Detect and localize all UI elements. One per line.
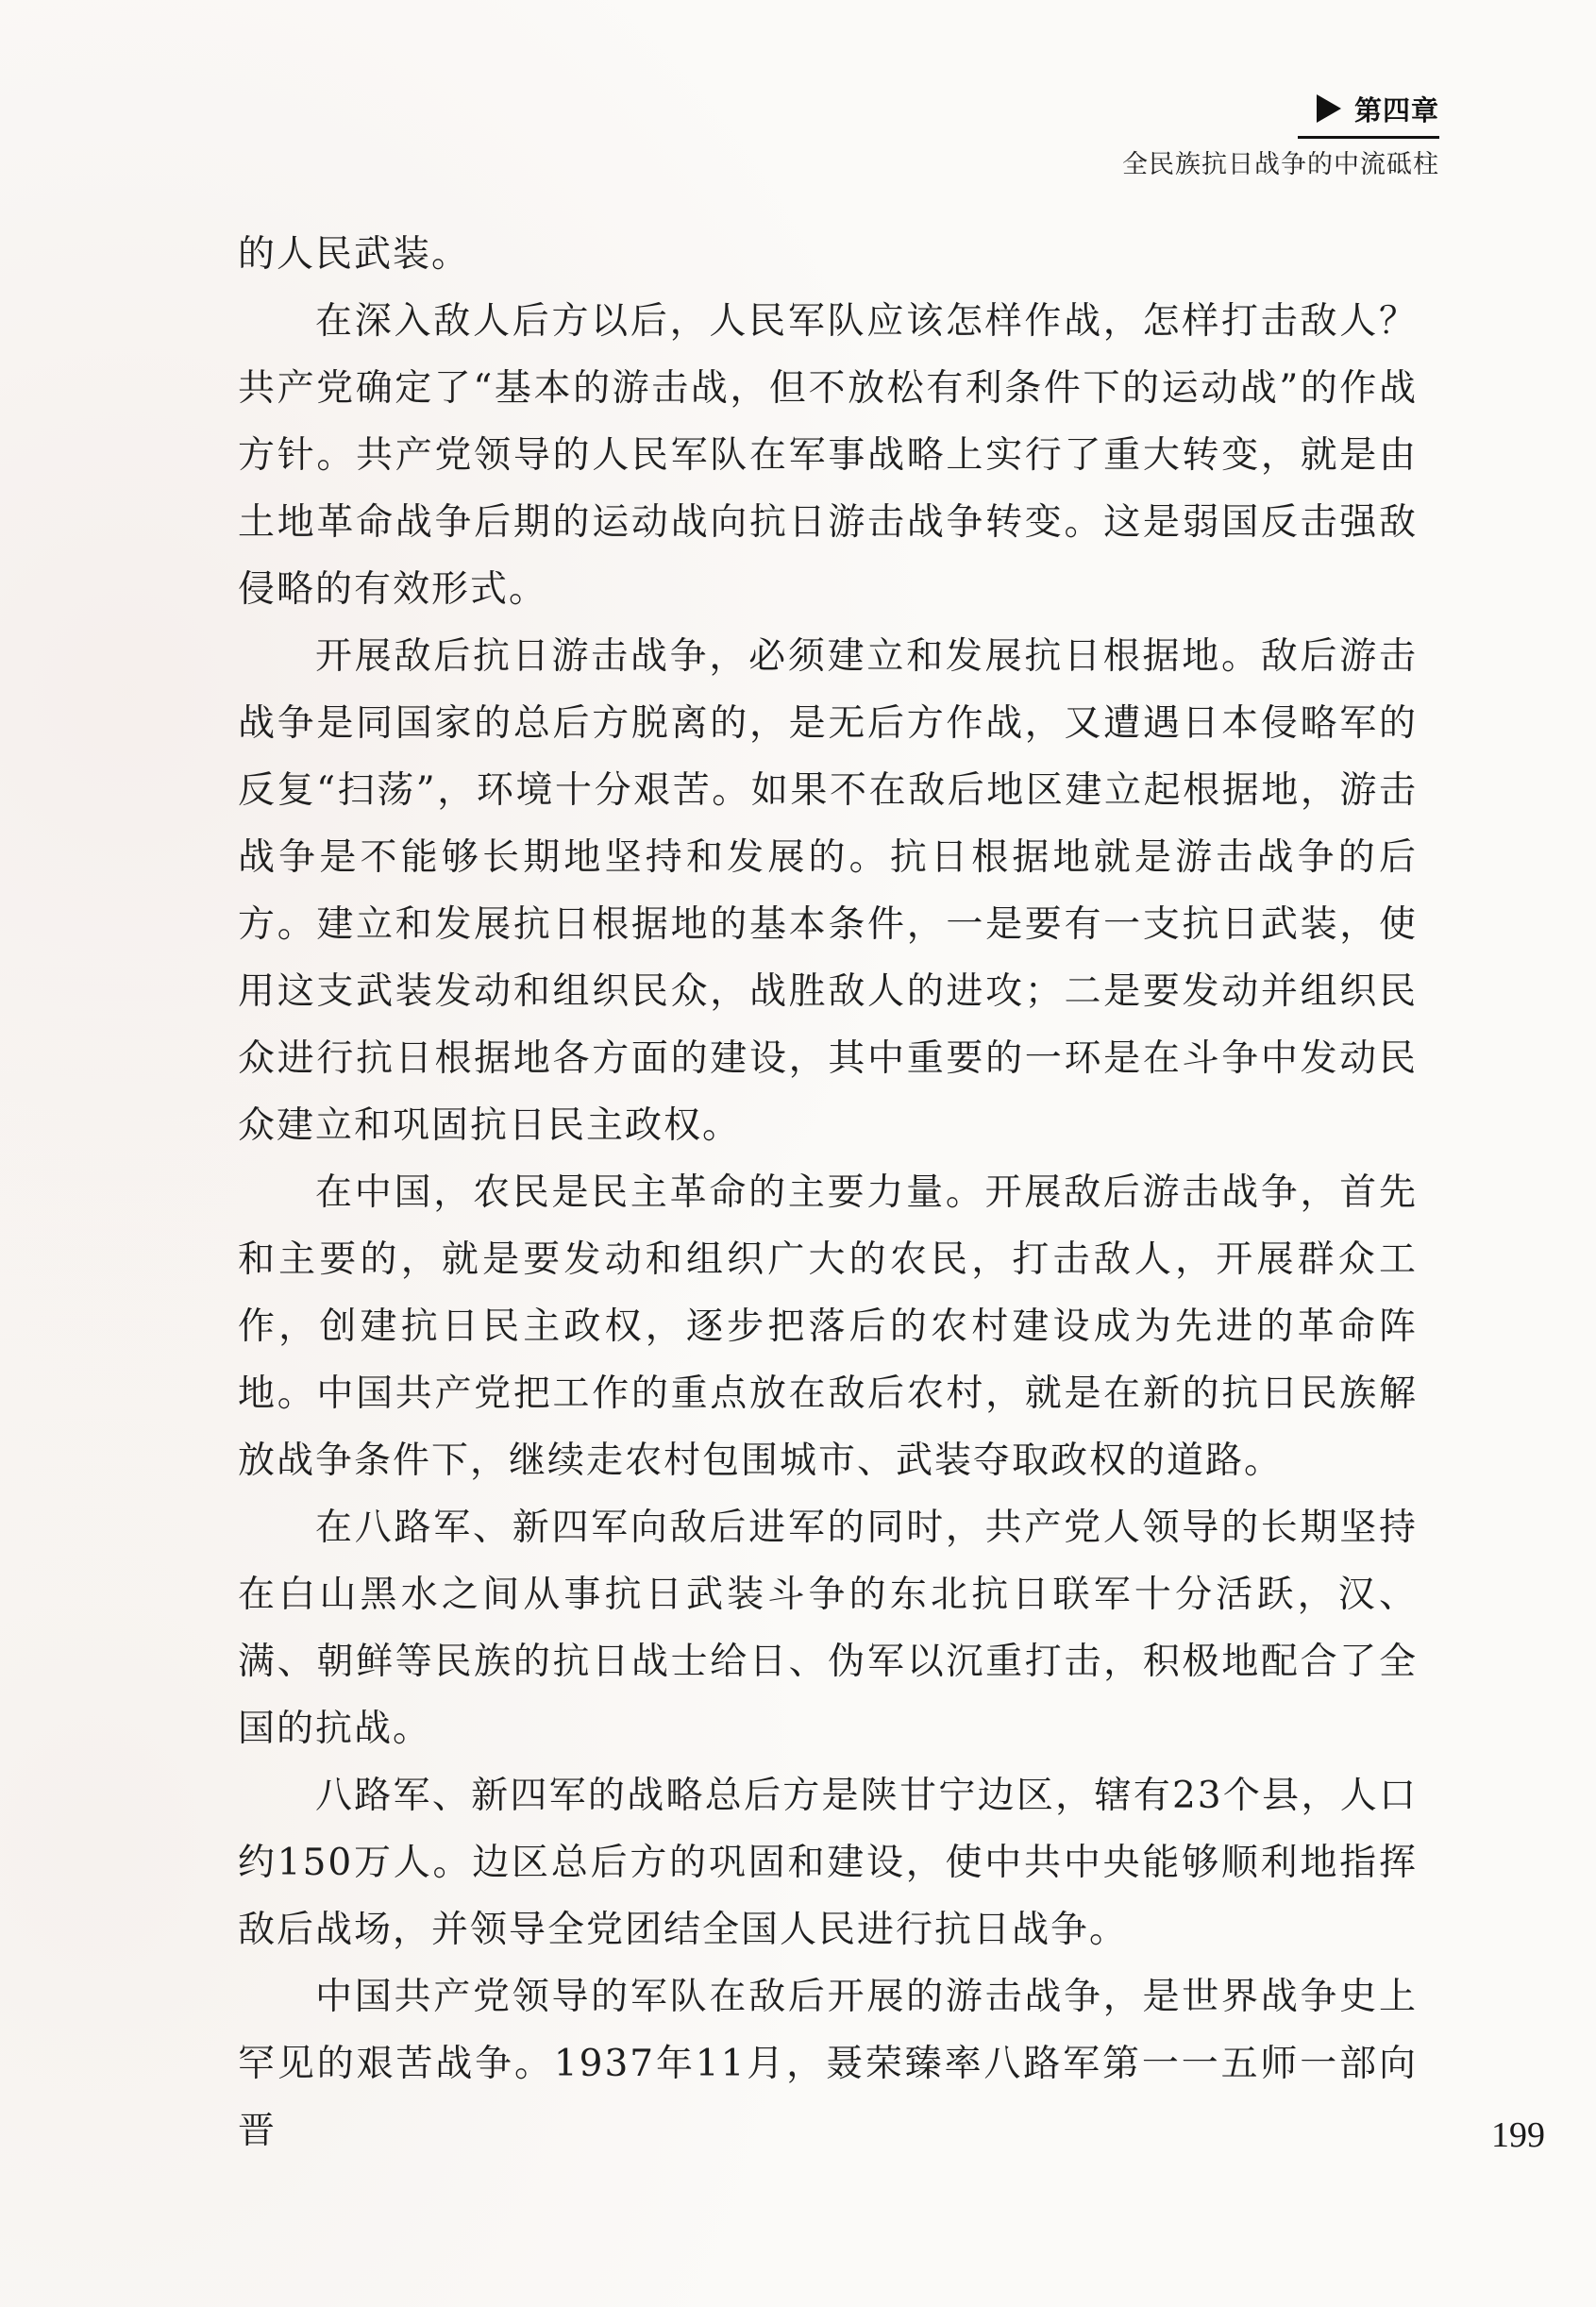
body-text	[238, 221, 1418, 2164]
header-rule	[1298, 136, 1439, 139]
paragraph: 开展敌后抗日游击战争，必须建立和发展抗日根据地。敌后游击战争是同国家的总后方脱离的，是无后方作战，又遭遇日本侵略军的反复“扫荡”，环境十分艰苦。如果不在敌后地区建立起根据地，游击战争是不能够长期地坚持和发展的。抗日根据地就是游击战争的后方。建立和发展抗日根据地的基本条件，一是要有一支抗日武装，使用这支武装发动和组织民众，战胜敌人的进攻；二是要发动并组织民众进行抗日根据地各方面的建设，其中重要的一环是在斗争中发动民众建立和巩固抗日民主政权。	[238, 635, 1418, 1147]
running-header	[1043, 87, 1439, 180]
play-triangle-icon	[1317, 94, 1341, 123]
paragraph: 中国共产党领导的军队在敌后开展的游击战争，是世界战争史上罕见的艰苦战争。1937年11月，聂荣臻率八路军第一一五师一部向晋	[238, 1976, 1418, 2152]
paragraph: 在深入敌人后方以后，人民军队应该怎样作战，怎样打击敌人？共产党确定了“基本的游击战，但不放松有利条件下的运动战”的作战方针。共产党领导的人民军队在军事战略上实行了重大转变，就是由土地革命战争后期的运动战向抗日游击战争转变。这是弱国反击强敌侵略的有效形式。	[238, 300, 1418, 611]
paragraph: 在中国，农民是民主革命的主要力量。开展敌后游击战争，首先和主要的，就是要发动和组织广大的农民，打击敌人，开展群众工作，创建抗日民主政权，逐步把落后的农村建设成为先进的革命阵地。中国共产党把工作的重点放在敌后农村，就是在新的抗日民族解放战争条件下，继续走农村包围城市、武装夺取政权的道路。	[238, 1171, 1418, 1482]
paragraph: 八路军、新四军的战略总后方是陕甘宁边区，辖有23个县，人口约150万人。边区总后方的巩固和建设，使中共中央能够顺利地指挥敌后战场，并领导全党团结全国人民进行抗日战争。	[238, 1775, 1418, 1951]
chapter-label: 第四章	[1353, 93, 1439, 126]
paragraph-continuation: 的人民武装。	[238, 233, 471, 276]
paragraph: 在八路军、新四军向敌后进军的同时，共产党人领导的长期坚持在白山黑水之间从事抗日武装斗争的东北抗日联军十分活跃，汉、满、朝鲜等民族的抗日战士给日、伪军以沉重打击，积极地配合了全国的抗战。	[238, 1507, 1418, 1750]
chapter-subtitle: 全民族抗日战争的中流砥柱	[1122, 150, 1439, 179]
page-number: 199	[1491, 2115, 1545, 2155]
chapter-heading	[1043, 87, 1439, 130]
